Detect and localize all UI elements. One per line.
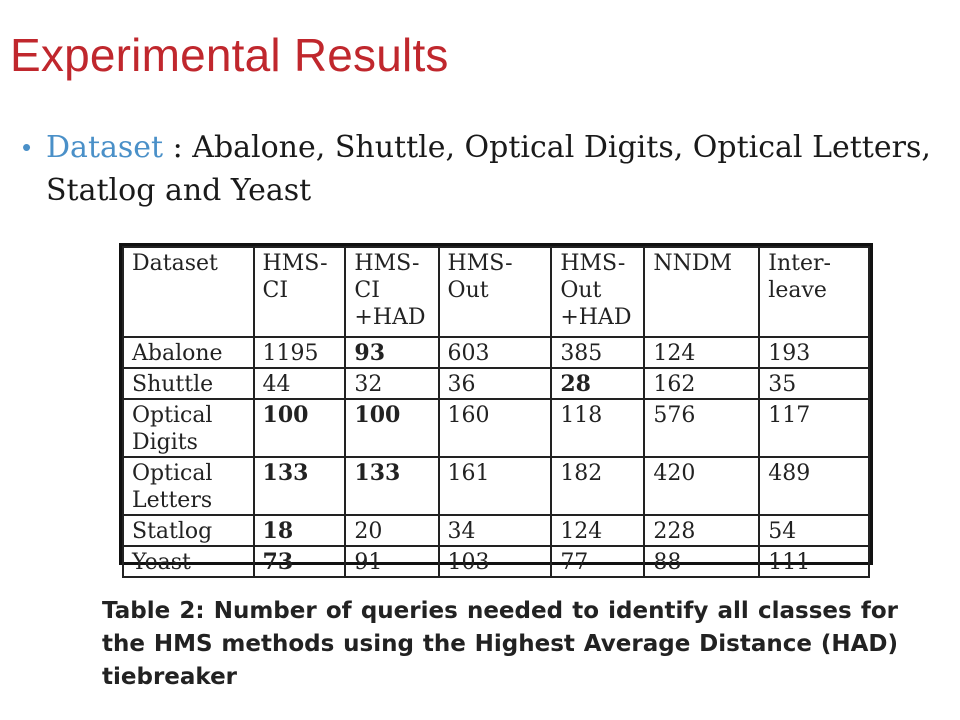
value-cell: 420 — [644, 457, 759, 515]
table-row — [123, 368, 869, 399]
dataset-name-cell: Optical Digits — [123, 399, 254, 457]
value-cell: 118 — [551, 399, 644, 457]
value-cell: 100 — [345, 399, 438, 457]
value-cell: 54 — [759, 515, 869, 546]
value-cell: 489 — [759, 457, 869, 515]
bullet-key: Dataset — [46, 130, 164, 165]
table-row — [123, 515, 869, 546]
dataset-name-cell: Shuttle — [123, 368, 254, 399]
value-cell: 117 — [759, 399, 869, 457]
value-cell: 18 — [254, 515, 346, 546]
column-header: Inter- leave — [759, 247, 869, 337]
value-cell: 28 — [551, 368, 644, 399]
value-cell: 32 — [345, 368, 438, 399]
value-cell: 161 — [439, 457, 552, 515]
value-cell: 91 — [345, 546, 438, 577]
value-cell: 133 — [345, 457, 438, 515]
value-cell: 73 — [254, 546, 346, 577]
value-cell: 44 — [254, 368, 346, 399]
value-cell: 182 — [551, 457, 644, 515]
table-header — [123, 247, 869, 337]
column-header: HMS- Out +HAD — [551, 247, 644, 337]
column-header: NNDM — [644, 247, 759, 337]
value-cell: 124 — [644, 337, 759, 368]
table-caption: Table 2: Number of queries needed to identify all classes for the HMS methods using the Highest Average Distance (HAD) tiebreaker — [102, 598, 898, 690]
bullet-dot-icon: • — [22, 132, 32, 162]
value-cell: 111 — [759, 546, 869, 577]
bullet-item-dataset — [22, 126, 942, 212]
value-cell: 93 — [345, 337, 438, 368]
value-cell: 162 — [644, 368, 759, 399]
value-cell: 34 — [439, 515, 552, 546]
dataset-name-cell: Statlog — [123, 515, 254, 546]
value-cell: 20 — [345, 515, 438, 546]
bullet-value: : Abalone, Shuttle, Optical Digits, Optical Letters, Statlog and Yeast — [46, 130, 931, 208]
table-row — [123, 399, 869, 457]
slide-title: Experimental Results — [10, 29, 449, 81]
value-cell: 160 — [439, 399, 552, 457]
column-header: HMS- CI — [254, 247, 346, 337]
table-row — [123, 546, 869, 577]
value-cell: 124 — [551, 515, 644, 546]
value-cell: 1195 — [254, 337, 346, 368]
table-row — [123, 457, 869, 515]
value-cell: 385 — [551, 337, 644, 368]
value-cell: 103 — [439, 546, 552, 577]
value-cell: 133 — [254, 457, 346, 515]
table-body — [123, 337, 869, 577]
value-cell: 88 — [644, 546, 759, 577]
value-cell: 193 — [759, 337, 869, 368]
value-cell: 100 — [254, 399, 346, 457]
value-cell: 35 — [759, 368, 869, 399]
table-row — [123, 337, 869, 368]
column-header: Dataset — [123, 247, 254, 337]
bullet-text — [46, 126, 942, 212]
value-cell: 603 — [439, 337, 552, 368]
column-header: HMS- CI +HAD — [345, 247, 438, 337]
value-cell: 77 — [551, 546, 644, 577]
value-cell: 228 — [644, 515, 759, 546]
value-cell: 36 — [439, 368, 552, 399]
value-cell: 576 — [644, 399, 759, 457]
header-row — [123, 247, 869, 337]
dataset-name-cell: Yeast — [123, 546, 254, 577]
column-header: HMS- Out — [439, 247, 552, 337]
dataset-name-cell: Optical Letters — [123, 457, 254, 515]
results-table — [122, 246, 870, 578]
results-table-frame — [119, 243, 873, 575]
dataset-name-cell: Abalone — [123, 337, 254, 368]
